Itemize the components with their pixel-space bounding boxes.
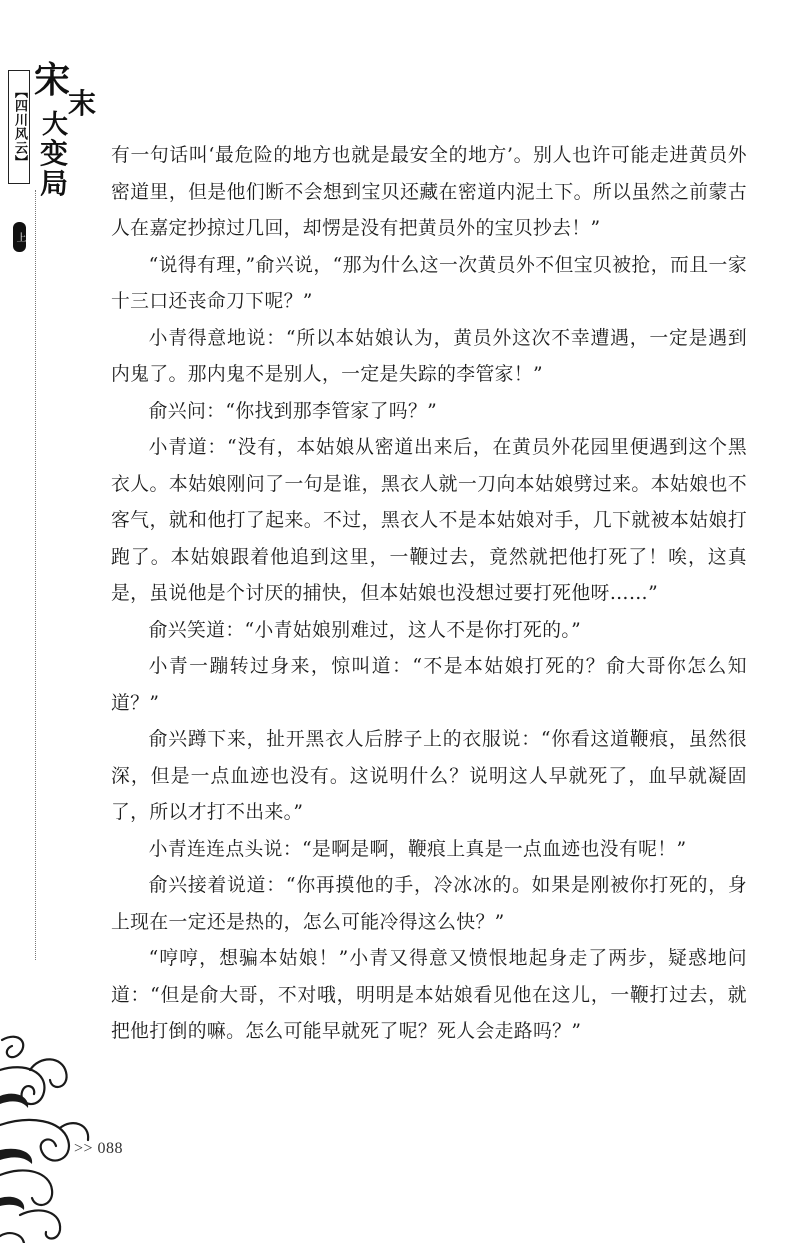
book-title-char-2: 末	[68, 87, 97, 120]
series-label: 【四川风云】	[8, 70, 30, 184]
paragraph: “说得有理，”俞兴说，“那为什么这一次黄员外不但宝贝被抢，而且一家十三口还丧命刀下呢？”	[111, 254, 747, 312]
paragraph: 俞兴蹲下来，扯开黑衣人后脖子上的衣服说：“你看这道鞭痕，虽然很深，但是一点血迹也没有。这说明什么？说明这人早就死了，血早就凝固了，所以才打不出来。”	[111, 729, 747, 823]
paragraph: 俞兴接着说道：“你再摸他的手，冷冰冰的。如果是刚被你打死的，身上现在一定还是热的，怎么可能冷得这么快？”	[111, 875, 747, 933]
book-title-char-5: 局	[40, 167, 69, 200]
book-title-char-3: 大	[42, 110, 69, 140]
margin-dotted-rule	[35, 190, 36, 960]
book-header	[8, 59, 118, 242]
paragraph: 俞兴问：“你找到那李管家了吗？”	[148, 400, 438, 422]
book-title-char-1: 宋	[34, 59, 71, 101]
paragraph: 小青道：“没有，本姑娘从密道出来后，在黄员外花园里便遇到这个黑衣人。本姑娘刚问了一句是谁，黑衣人就一刀向本姑娘劈过来。本姑娘也不客气，就和他打了起来。不过，黑衣人不是本姑娘对手，几下就被本姑娘打跑了。本姑娘跟着他追到这里，一鞭过去，竟然就把他打死了！唉，这真是，虽说他是个讨厌的捕快，但本姑娘也没想过要打死他呀……”	[111, 437, 747, 604]
page-body	[111, 138, 747, 1051]
page-number: >> 088	[74, 1140, 124, 1157]
volume-badge: 上	[13, 222, 26, 252]
cloud-ornament-icon	[0, 1000, 110, 1243]
paragraph: 有一句话叫‘最危险的地方也就是最安全的地方’。别人也许可能走进黄员外密道里，但是他们断不会想到宝贝还藏在密道内泥土下。所以虽然之前蒙古人在嘉定抄掠过几回，却愣是没有把黄员外的宝贝抄去！”	[111, 145, 747, 239]
paragraph: “哼哼，想骗本姑娘！”小青又得意又愤恨地起身走了两步，疑惑地问道：“但是俞大哥，不对哦，明明是本姑娘看见他在这儿，一鞭打过去，就把他打倒的嘛。怎么可能早就死了呢？死人会走路吗？”	[111, 948, 747, 1042]
paragraph: 小青一蹦转过身来，惊叫道：“不是本姑娘打死的？俞大哥你怎么知道？”	[111, 656, 747, 714]
book-title-char-4: 变	[40, 137, 69, 170]
paragraph: 俞兴笑道：“小青姑娘别难过，这人不是你打死的。”	[148, 619, 582, 641]
paragraph: 小青连连点头说：“是啊是啊，鞭痕上真是一点血迹也没有呢！”	[148, 838, 687, 860]
paragraph: 小青得意地说：“所以本姑娘认为，黄员外这次不幸遭遇，一定是遇到内鬼了。那内鬼不是别人，一定是失踪的李管家！”	[111, 327, 747, 385]
